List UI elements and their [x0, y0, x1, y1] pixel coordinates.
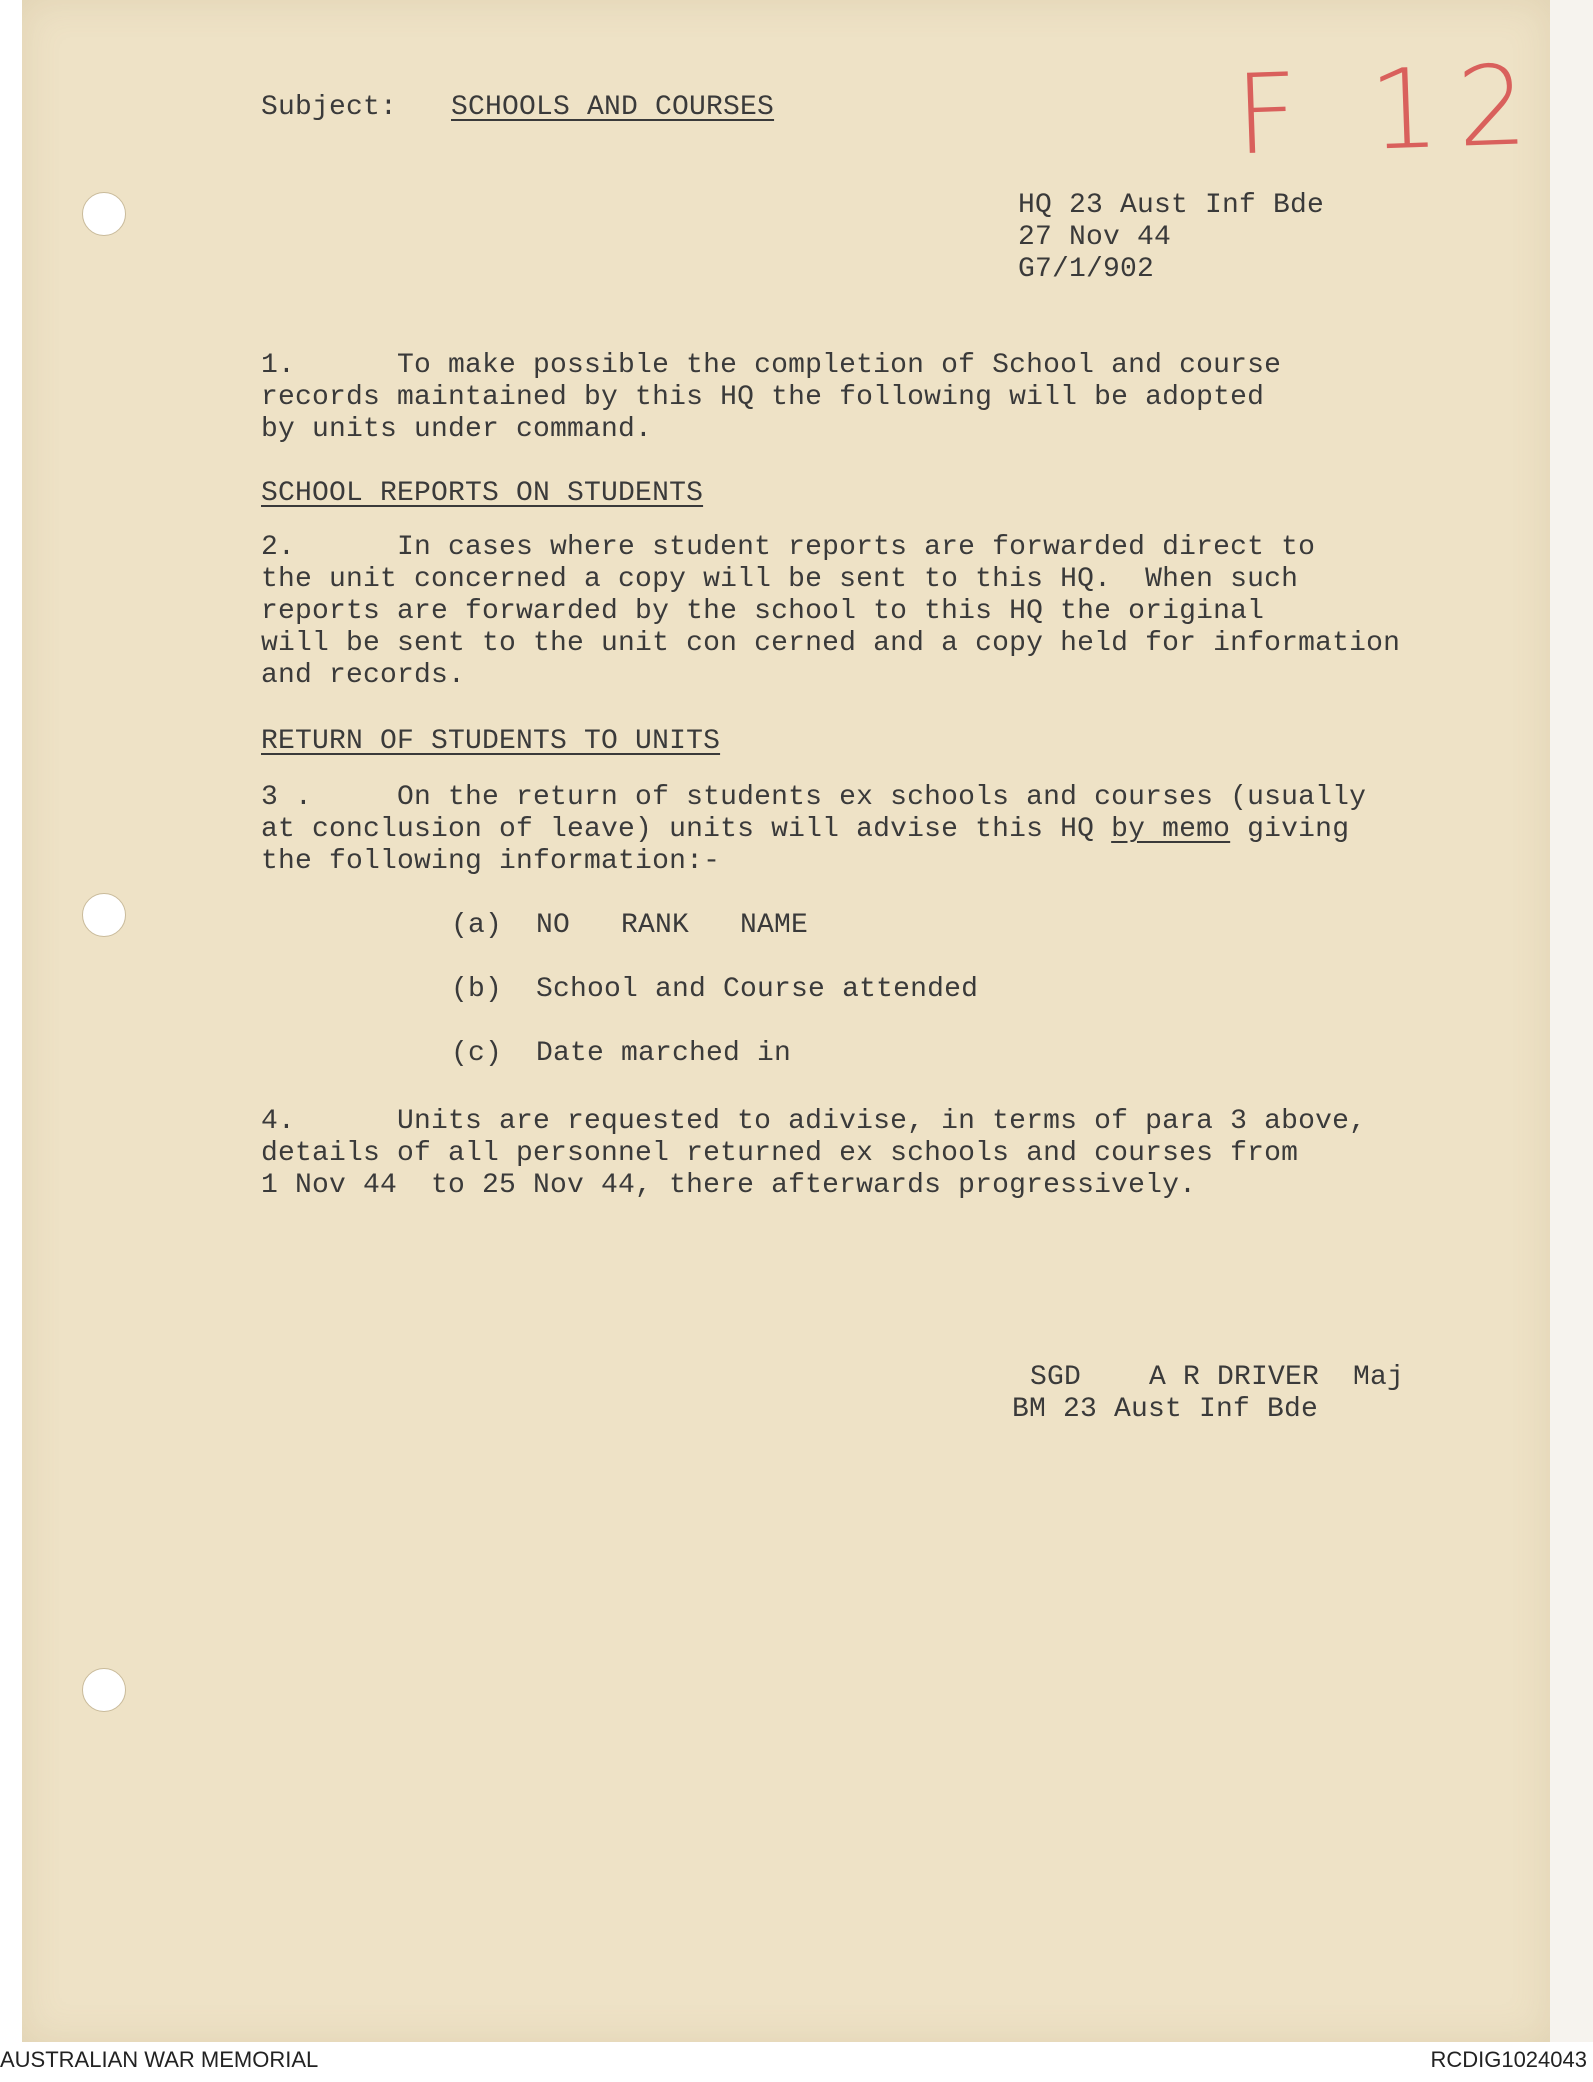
paragraph-3-line: the following information:- [261, 846, 721, 877]
heading-return-of-students: RETURN OF STUDENTS TO UNITS [261, 726, 721, 757]
paragraph-2-line: the unit concerned a copy will be sent to this HQ. When such [261, 564, 1299, 595]
punch-hole-top [82, 192, 126, 236]
punch-hole-bottom [82, 1668, 126, 1712]
paragraph-1-line: by units under command. [261, 414, 653, 445]
by-memo-underlined: by memo [1111, 814, 1231, 845]
punch-hole-middle [82, 893, 126, 937]
list-item-c: (c) Date marched in [451, 1038, 792, 1069]
signature-name: SGD A R DRIVER Maj [1030, 1362, 1405, 1393]
document-page [22, 0, 1550, 2042]
page-edge [1550, 0, 1593, 2042]
header-date: 27 Nov 44 [1018, 222, 1172, 253]
paragraph-4-line: details of all personnel returned ex schools and courses from [261, 1138, 1299, 1169]
list-item-b: (b) School and Course attended [451, 974, 979, 1005]
paragraph-2-line: and records. [261, 660, 466, 691]
file-reference-stamp: F 12 [1232, 40, 1548, 180]
paragraph-2-line: reports are forwarded by the school to this HQ the original [261, 596, 1265, 627]
paragraph-1-line: records maintained by this HQ the following will be adopted [261, 382, 1265, 413]
paragraph-3-text: at conclusion of leave) units will advise this HQ [261, 814, 1112, 845]
paragraph-2-line: 2. In cases where student reports are forwarded direct to [261, 532, 1316, 563]
paragraph-1-line: 1. To make possible the completion of School and course [261, 350, 1282, 381]
subject-title: SCHOOLS AND COURSES [451, 92, 775, 123]
paragraph-4-line: 1 Nov 44 to 25 Nov 44, there afterwards progressively. [261, 1170, 1197, 1201]
paragraph-4-line: 4. Units are requested to adivise, in terms of para 3 above, [261, 1106, 1367, 1137]
paragraph-3-text: giving [1230, 814, 1350, 845]
heading-school-reports: SCHOOL REPORTS ON STUDENTS [261, 478, 704, 509]
paragraph-3-line: 3 . On the return of students ex schools and courses (usually [261, 782, 1367, 813]
header-reference: G7/1/902 [1018, 254, 1155, 285]
footer-record-id: RCDIG1024043 [1430, 2047, 1587, 2072]
paragraph-3-line [261, 814, 1349, 846]
list-item-a: (a) NO RANK NAME [451, 910, 809, 941]
footer-institution: AUSTRALIAN WAR MEMORIAL [0, 2047, 319, 2072]
paragraph-2-line: will be sent to the unit con cerned and a copy held for information [261, 628, 1401, 659]
signature-appointment: BM 23 Aust Inf Bde [1012, 1394, 1319, 1425]
header-hq: HQ 23 Aust Inf Bde [1018, 190, 1325, 221]
subject-label: Subject: [261, 92, 398, 123]
